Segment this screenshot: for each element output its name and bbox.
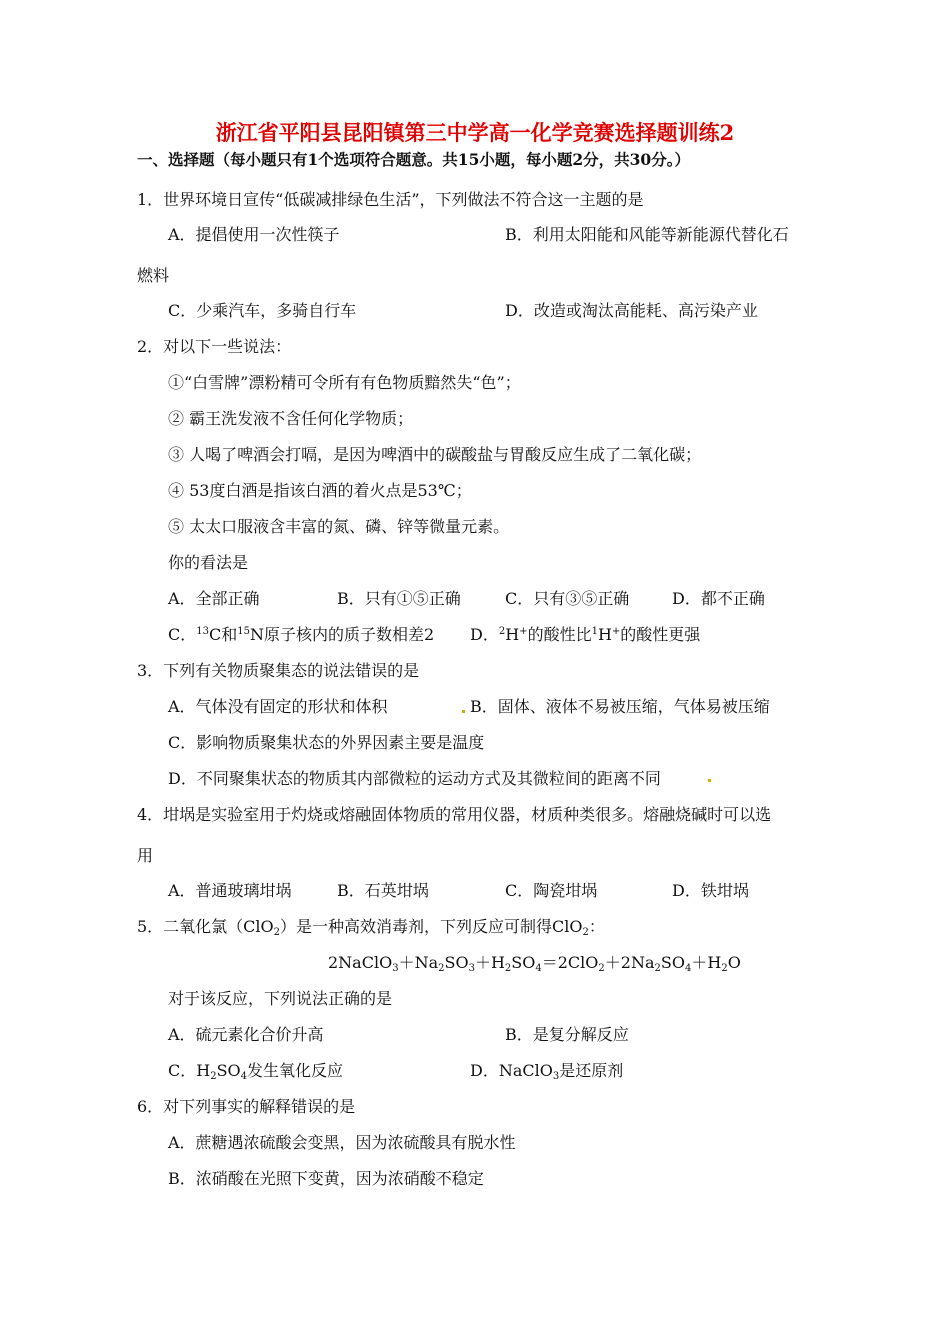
q5-option-b: B．是复分解反应 — [505, 1025, 629, 1044]
section-heading: 一、选择题（每小题只有1个选项符合题意。共15小题，每小题2分，共30分。） — [137, 150, 690, 169]
q4-stem-continued: 用 — [137, 846, 154, 865]
q2-option-b: B．只有①⑤正确 — [337, 589, 461, 608]
q5-stem: 5．二氧化氯（ClO$_2$）是一种高效消毒剂，下列反应可制得ClO$_2$： — [137, 917, 605, 938]
q4-option-d: D．铁坩埚 — [672, 881, 749, 900]
q4-option-b: B．石英坩埚 — [337, 881, 429, 900]
q6-option-b: B．浓硝酸在光照下变黄，因为浓硝酸不稳定 — [168, 1169, 484, 1188]
q5-option-d: D．NaClO$_3$是还原剂 — [470, 1061, 624, 1082]
scan-mark — [462, 710, 465, 713]
q3-option-d: D．不同聚集状态的物质其内部微粒的运动方式及其微粒间的距离不同 — [168, 769, 661, 788]
q5-ask: 对于该反应，下列说法正确的是 — [168, 989, 393, 1008]
q1-option-c: C．少乘汽车，多骑自行车 — [168, 301, 357, 320]
q1-stem: 1．世界环境日宣传“低碳减排绿色生活”，下列做法不符合这一主题的是 — [137, 190, 644, 209]
q5-equation: $2NaClO_3+Na_2SO_3+H_2SO_4=2ClO_2+2Na_2SO_4+H_2O$ — [328, 953, 741, 974]
q2-option-d: D．都不正确 — [672, 589, 765, 608]
scan-mark — [708, 779, 711, 782]
q5-option-c: C．$H_2SO_4$发生氧化反应 — [168, 1061, 344, 1082]
q2-statement-5: ⑤ 太太口服液含丰富的氮、磷、锌等微量元素。 — [168, 517, 510, 536]
q1-option-b: B．利用太阳能和风能等新能源代替化石 — [505, 225, 789, 244]
q2-option-a: A．全部正确 — [168, 589, 260, 608]
q6-option-a: A．蔗糖遇浓硫酸会变黑，因为浓硫酸具有脱水性 — [168, 1133, 516, 1152]
q2-extra-option-c: C．$^{13}$C和$^{15}$N原子核内的质子数相差2 — [168, 625, 435, 644]
q2-extra-option-d: D．$^2$H+的酸性比$^1$H+的酸性更强 — [470, 625, 701, 644]
q6-stem: 6．对下列事实的解释错误的是 — [137, 1097, 356, 1116]
q2-statement-3: ③ 人喝了啤酒会打嗝，是因为啤酒中的碳酸盐与胃酸反应生成了二氧化碳； — [168, 445, 702, 464]
q2-option-c: C．只有③⑤正确 — [505, 589, 630, 608]
q3-option-b: B．固体、液体不易被压缩，气体易被压缩 — [470, 697, 770, 716]
q2-ask: 你的看法是 — [168, 553, 249, 572]
page-title: 浙江省平阳县昆阳镇第三中学高一化学竞赛选择题训练2 — [215, 120, 735, 145]
q1-option-d: D．改造或淘汰高能耗、高污染产业 — [505, 301, 758, 320]
q2-statement-4: ④ 53度白酒是指该白酒的着火点是53℃； — [168, 481, 472, 500]
q3-option-a: A．气体没有固定的形状和体积 — [168, 697, 388, 716]
q5-option-a: A．硫元素化合价升高 — [168, 1025, 324, 1044]
q3-option-c: C．影响物质聚集状态的外界因素主要是温度 — [168, 733, 485, 752]
q4-option-c: C．陶瓷坩埚 — [505, 881, 598, 900]
q1-option-b-continued: 燃料 — [137, 266, 170, 285]
q2-stem: 2．对以下一些说法： — [137, 337, 292, 356]
q4-option-a: A．普通玻璃坩埚 — [168, 881, 292, 900]
q2-statement-2: ② 霸王洗发液不含任何化学物质； — [168, 409, 414, 428]
q4-stem: 4．坩埚是实验室用于灼烧或熔融固体物质的常用仪器，材质种类很多。熔融烧碱时可以选 — [137, 805, 772, 824]
q2-statement-1: ①“白雪牌”漂粉精可令所有有色物质黯然失“色”； — [168, 373, 521, 392]
q1-option-a: A．提倡使用一次性筷子 — [168, 225, 340, 244]
q3-stem: 3．下列有关物质聚集态的说法错误的是 — [137, 661, 420, 680]
